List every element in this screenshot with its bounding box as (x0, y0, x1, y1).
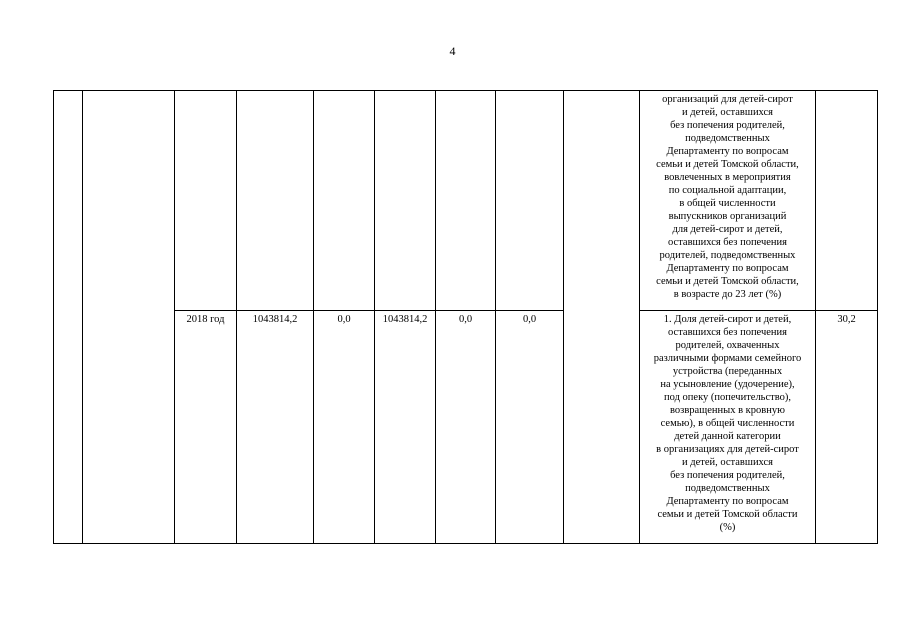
table-cell-indicator: организаций для детей-сирот и детей, оставшихся без попечения родителей, подведомственных Департаменту по вопросам семьи и детей Томской области, вовлеченных в мероприятия по социальной адаптации, в общей численности выпускников организаций для детей-сирот и детей, оставшихся без попечения родителей, подведомственных Департаменту по вопросам семьи и детей Томской области, в возрасте до 23 лет (%) (640, 91, 816, 311)
table-cell-year (175, 91, 237, 311)
table-cell-executor (564, 91, 640, 544)
table-cell-federal: 0,0 (314, 311, 375, 544)
table-cell-value (816, 91, 878, 311)
table-cell-indicator: 1. Доля детей-сирот и детей, оставшихся без попечения родителей, охваченных различными формами семейного устройства (переданных на усыновление (удочерение), под опеку (попечительство), возвращенных в кровную семью), в общей численности детей данной категории в организациях для детей-сирот и детей, оставшихся без попечения родителей, подведомственных Департаменту по вопросам семьи и детей Томской области (%) (640, 311, 816, 544)
table-cell-task (83, 91, 175, 544)
table-cell-year: 2018 год (175, 311, 237, 544)
table-row (54, 91, 878, 311)
table-cell-federal (314, 91, 375, 311)
table-cell-total (237, 91, 314, 311)
page-number: 4 (449, 44, 456, 58)
table-cell-regional: 1043814,2 (375, 311, 436, 544)
table-cell-regional (375, 91, 436, 311)
table-row (54, 311, 878, 544)
table-cell-other (496, 91, 564, 311)
program-table (53, 90, 878, 544)
table-cell-other: 0,0 (496, 311, 564, 544)
table-cell-local (436, 91, 496, 311)
table-cell-number (54, 91, 83, 544)
table-cell-local: 0,0 (436, 311, 496, 544)
table-cell-value: 30,2 (816, 311, 878, 544)
table-cell-total: 1043814,2 (237, 311, 314, 544)
